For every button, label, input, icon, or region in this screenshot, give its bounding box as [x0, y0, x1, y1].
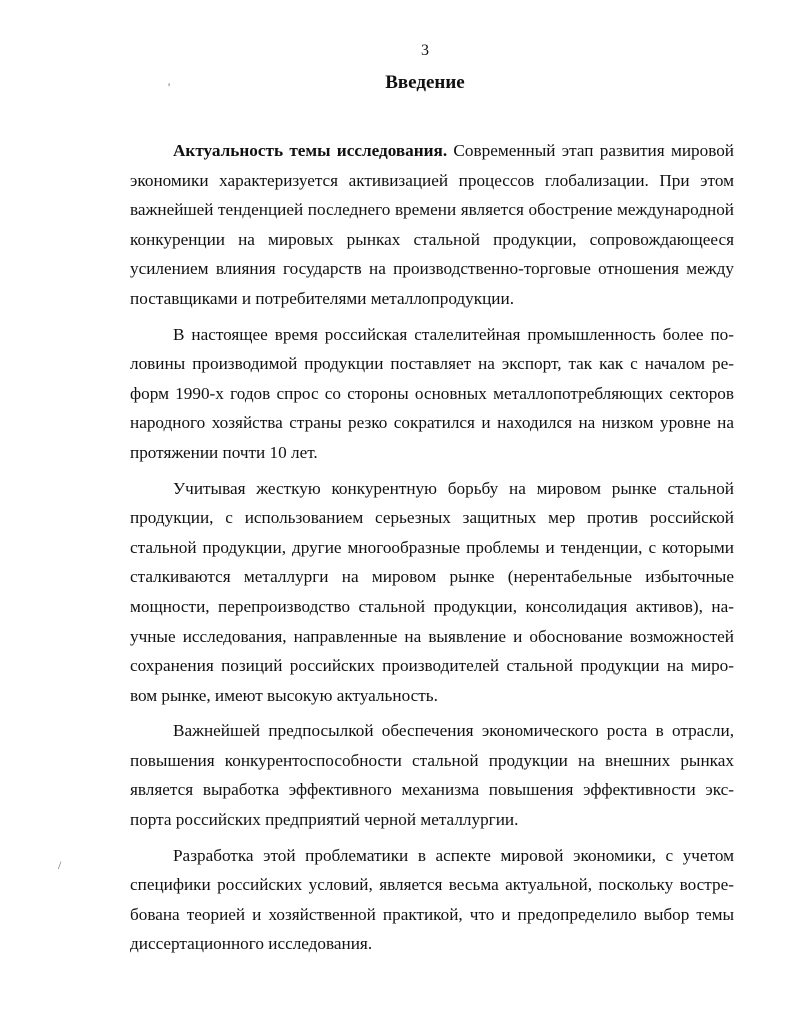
paragraph [130, 474, 734, 711]
paragraph-text: Учитывая жесткую конкурентную борьбу на мировом рынке стальной продукции, с использованием серьезных защитных мер против российской стальной продукции, другие многообразные проблемы и тенденции, с которыми сталкиваются металлурги на мировом рынке (нерентабельные избыточные мощности, перепроизводство стальной продукции, консолидация активов), научные исследования, направленные на выявление и обоснование возможностей сохранения позиций российских производителей стальной продукции на мировом рынке, имеют высокую актуальность. [130, 478, 734, 705]
paragraph-text: Разработка этой проблематики в аспекте мировой экономики, с учетом специфики российских условий, является весьма актуальной, поскольку востребована теорией и хозяйственной практикой, что и предопределило выбор темы диссертационного исследования. [130, 845, 734, 954]
page-title: Введение [385, 72, 465, 93]
paragraph-relevance [130, 136, 734, 314]
paragraph [130, 716, 734, 834]
paragraph [130, 841, 734, 959]
scan-speck: ' [168, 80, 171, 94]
paragraph [130, 320, 734, 468]
paragraph-text: В настоящее время российская сталелитейная промышленность более половины производимой продукции поставляет на экспорт, так как с началом реформ 1990-х годов спрос со стороны основных металлопотребляющих секторов народного хозяйства страны резко сократился и находился на низком уровне на протяжении почти 10 лет. [130, 324, 734, 462]
scan-speck: / [58, 858, 62, 872]
page-number: 3 [421, 42, 429, 59]
document-body [130, 136, 734, 959]
paragraph-lead: Актуальность темы исследования. [173, 141, 448, 160]
paragraph-text: Современный этап развития мировой экономики характеризуется активизацией процессов глобализации. При этом важнейшей тенденцией последнего времени является обострение международной конкуренции на мировых рынках стальной продукции, сопровождающееся усилением влияния государств на производственно-торговые отношения между поставщиками и потребителями металлопродукции. [130, 141, 734, 308]
paragraph-text: Важнейшей предпосылкой обеспечения экономического роста в отрасли, повышения конкурентоспособности стальной продукции на внешних рынках является выработка эффективного механизма повышения эффективности экспорта российских предприятий черной металлургии. [130, 721, 734, 830]
